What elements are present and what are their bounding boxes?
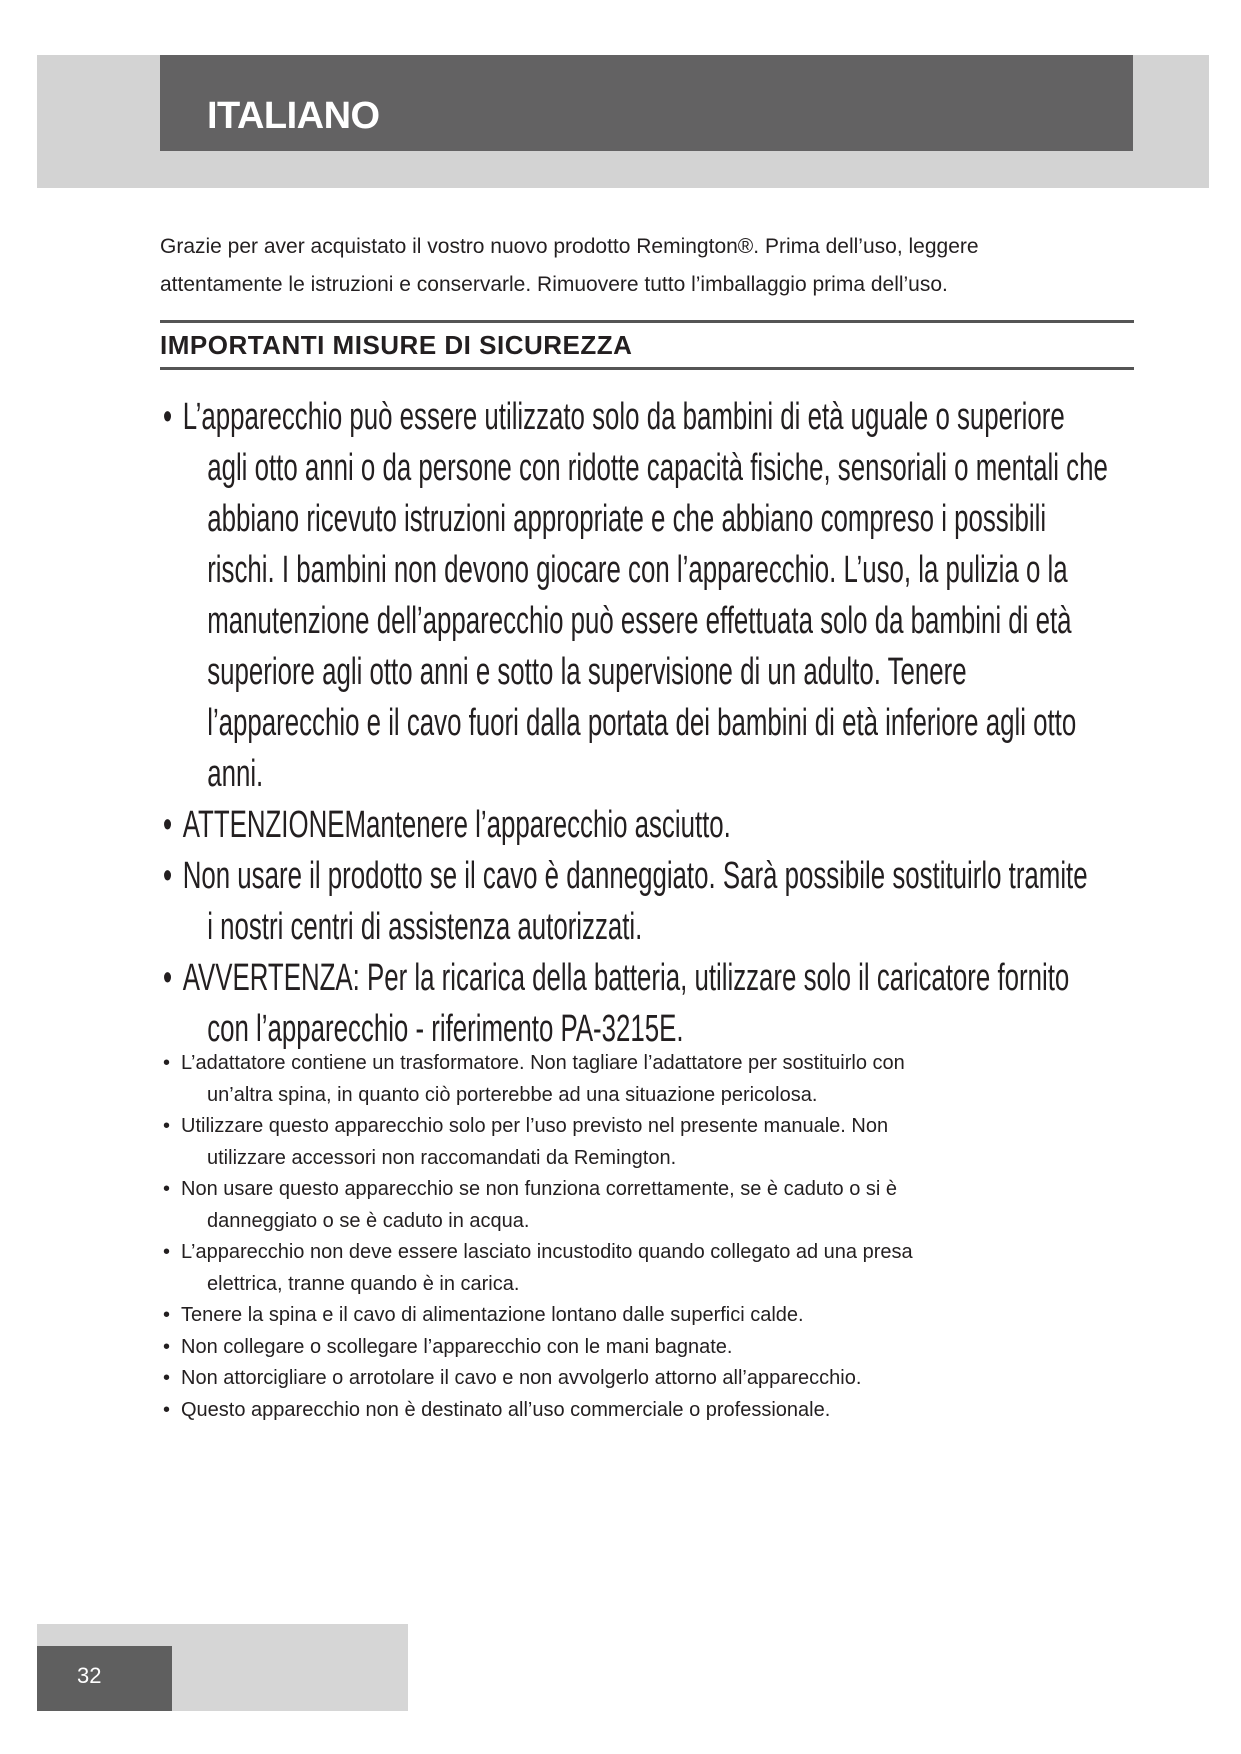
list-item: [163, 1332, 1163, 1364]
section-title: IMPORTANTI MISURE DI SICUREZZA: [160, 330, 633, 360]
list-item-text: con l’apparecchio - riferimento PA-3215E.: [207, 1008, 684, 1050]
list-item-text: Utilizzare questo apparecchio solo per l’uso previsto nel presente manuale. Non: [181, 1115, 889, 1137]
bullet-icon: •: [163, 957, 173, 999]
list-item-line: [163, 1237, 1163, 1269]
list-item-line: [163, 1300, 1163, 1332]
list-item-text: superiore agli otto anni e sotto la supervisione di un adulto. Tenere: [207, 651, 967, 693]
list-item: [163, 953, 1088, 1055]
list-item-text: l’apparecchio e il cavo fuori dalla portata dei bambini di età inferiore agli otto: [207, 702, 1077, 744]
list-item-text: danneggiato o se è caduto in acqua.: [207, 1209, 530, 1232]
list-item-text: elettrica, tranne quando è in carica.: [207, 1272, 520, 1295]
list-item: [163, 1111, 1163, 1174]
bullet-icon: •: [163, 804, 173, 846]
list-item: [163, 1363, 1163, 1395]
bullet-icon: •: [163, 1241, 171, 1263]
intro-line: attentamente le istruzioni e conservarle. Rimuovere tutto l’imballaggio prima dell’uso.: [160, 273, 948, 296]
list-item-line: [163, 443, 1108, 494]
list-item-text: Non usare il prodotto se il cavo è danneggiato. Sarà possibile sostituirlo tramite: [182, 855, 1088, 897]
list-item-text: anni.: [207, 753, 264, 795]
list-item-line: [163, 1143, 1163, 1175]
divider: [160, 320, 1134, 323]
list-item: [163, 1395, 1163, 1427]
list-item-line: [163, 596, 1088, 647]
list-item-line: [163, 1363, 1163, 1395]
list-item-line: [163, 545, 1088, 596]
safety-list-large: [163, 392, 1108, 1055]
list-item-text: manutenzione dell’apparecchio può essere effettuata solo da bambini di età: [207, 600, 1072, 642]
list-item: [163, 392, 1108, 800]
list-item-line: [163, 1174, 1163, 1206]
list-item-text: Tenere la spina e il cavo di alimentazione lontano dalle superfici calde.: [181, 1304, 804, 1326]
list-item: [163, 800, 1088, 851]
list-item-line: [163, 902, 1088, 953]
list-item: [163, 1237, 1163, 1300]
list-item-text: un’altra spina, in quanto ciò porterebbe ad una situazione pericolosa.: [207, 1083, 818, 1106]
list-item-text: i nostri centri di assistenza autorizzati.: [207, 906, 643, 948]
list-item-text: ATTENZIONEMantenere l’apparecchio asciutto.: [182, 804, 731, 846]
bullet-icon: •: [163, 1398, 171, 1421]
list-item-text: rischi. I bambini non devono giocare con l’apparecchio. L’uso, la pulizia o la: [207, 549, 1068, 591]
list-item-line: [163, 1048, 1163, 1080]
intro-line: Grazie per aver acquistato il vostro nuovo prodotto Remington®. Prima dell’uso, leggere: [160, 235, 979, 258]
list-item-line: [163, 1269, 1163, 1301]
list-item-line: [163, 953, 1088, 1004]
list-item-line: [163, 1111, 1163, 1143]
list-item-text: agli otto anni o da persone con ridotte capacità fisiche, sensoriali o mentali che: [207, 447, 1108, 489]
bullet-icon: •: [163, 1115, 171, 1137]
language-header: [160, 55, 1133, 151]
list-item: [163, 1048, 1163, 1111]
list-item-text: L’apparecchio può essere utilizzato solo da bambini di età uguale o superiore: [182, 396, 1065, 438]
bullet-icon: •: [163, 1367, 171, 1389]
list-item-line: [163, 1080, 1163, 1112]
list-item-text: abbiano ricevuto istruzioni appropriate e che abbiano compreso i possibili: [207, 498, 1047, 540]
bullet-icon: •: [163, 396, 173, 438]
list-item-text: Questo apparecchio non è destinato all’uso commerciale o professionale.: [181, 1398, 831, 1421]
bullet-icon: •: [163, 1335, 171, 1358]
list-item-line: [163, 749, 1088, 800]
list-item: [163, 1174, 1163, 1237]
list-item-line: [163, 851, 1088, 902]
bullet-icon: •: [163, 1052, 171, 1074]
list-item: [163, 1300, 1163, 1332]
list-item-text: Non usare questo apparecchio se non funziona correttamente, se è caduto o si è: [181, 1178, 898, 1200]
bullet-icon: •: [163, 1178, 171, 1200]
list-item-text: AVVERTENZA: Per la ricarica della batteria, utilizzare solo il caricatore fornito: [182, 957, 1070, 999]
list-item-text: Non attorcigliare o arrotolare il cavo e non avvolgerlo attorno all’apparecchio.: [181, 1367, 862, 1389]
list-item-line: [163, 1206, 1163, 1238]
page-number: 32: [77, 1663, 102, 1688]
language-title: ITALIANO: [207, 95, 380, 137]
list-item-line: [163, 1395, 1163, 1427]
list-item-text: L’adattatore contiene un trasformatore. Non tagliare l’adattatore per sostituirlo con: [181, 1052, 905, 1074]
page-number-box: [37, 1646, 172, 1711]
list-item-line: [163, 647, 1088, 698]
list-item-line: [163, 698, 1088, 749]
list-item-line: [163, 800, 1088, 851]
list-item-line: [163, 392, 1088, 443]
list-item-text: Non collegare o scollegare l’apparecchio con le mani bagnate.: [181, 1335, 733, 1358]
intro-paragraph: [160, 228, 1120, 304]
bullet-icon: •: [163, 855, 173, 897]
list-item-line: [163, 1332, 1163, 1364]
divider: [160, 367, 1134, 370]
list-item-line: [163, 494, 1088, 545]
list-item: [163, 851, 1088, 953]
bullet-icon: •: [163, 1304, 171, 1326]
list-item-text: L’apparecchio non deve essere lasciato incustodito quando collegato ad una presa: [181, 1241, 913, 1263]
safety-list-small: [163, 1048, 1163, 1426]
list-item-text: utilizzare accessori non raccomandati da Remington.: [207, 1146, 677, 1169]
